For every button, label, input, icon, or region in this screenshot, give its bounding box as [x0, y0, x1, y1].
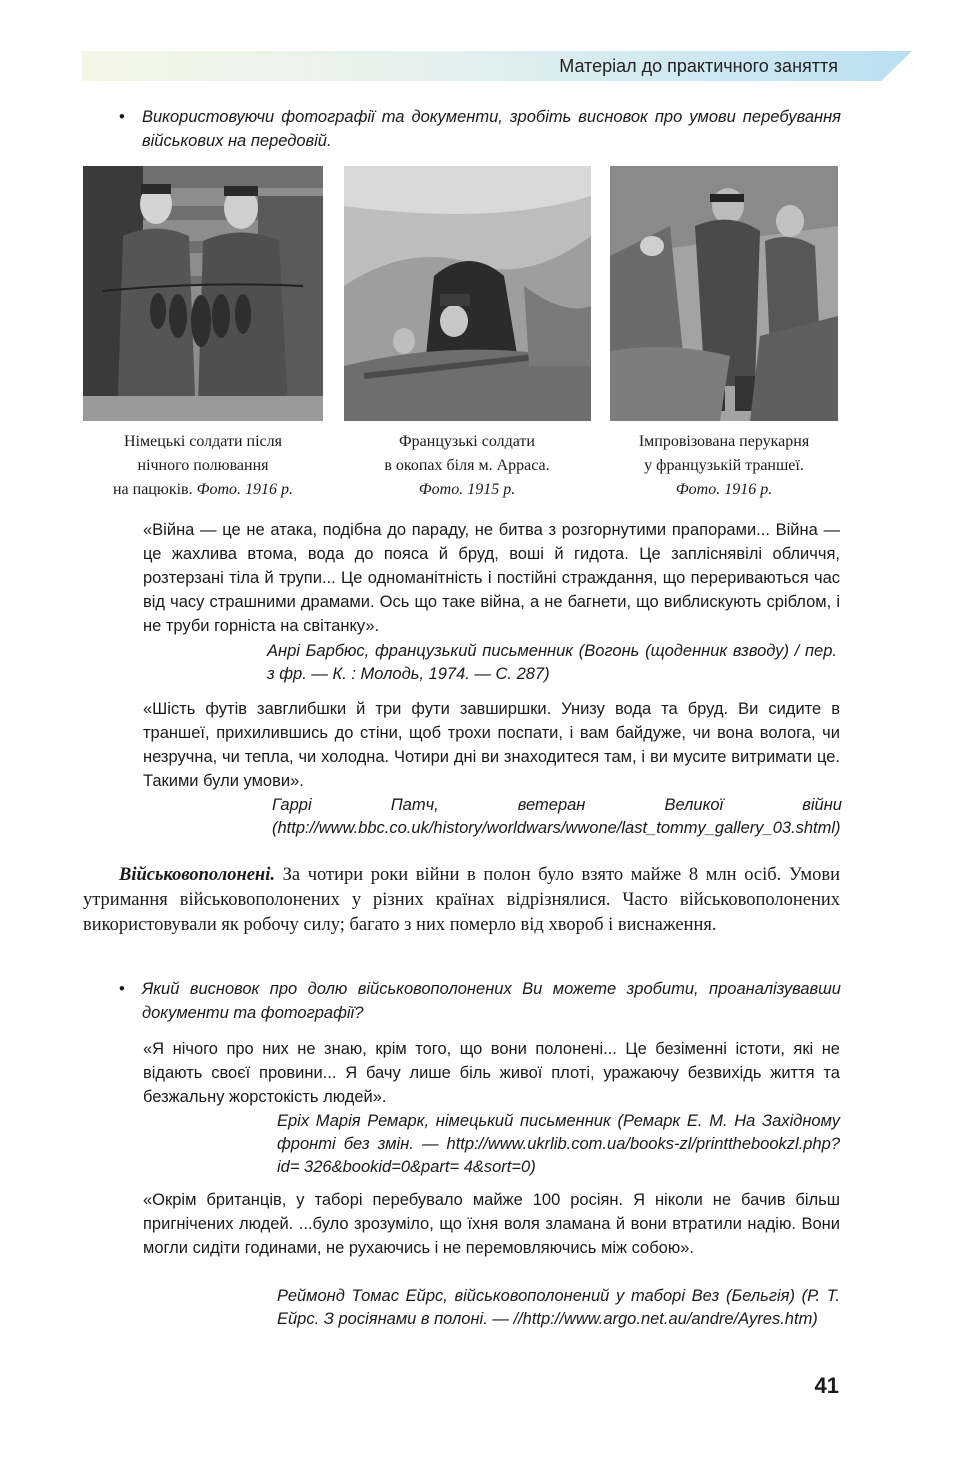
pow-term: Військовополонені.: [119, 865, 275, 885]
source-remarque: Еріх Марія Ремарк, німецький письменник (Ремарк Е. М. На Західному фронті без змін. — http://www.ukrlib.com.ua/books-zl/printthebookzl.php?id= 326&bookid=0&part= 4&sort=0): [277, 1112, 840, 1176]
caption-2-line-3: [337, 478, 597, 502]
source-ayres: Реймонд Томас Ейрс, військовополонений у таборі Вез (Бельгія) (Р. Т. Ейрс. З росіянами в полоні. — //http://www.argo.net.au/andre/Ayres.htm): [277, 1287, 840, 1328]
photo-trench-barbershop: [610, 166, 838, 421]
photo-french-soldiers-trench: [344, 166, 591, 421]
caption-3-line-3: [594, 478, 854, 502]
task-text-2: Який висновок про долю військовополонених Ви можете зробити, проаналізувавши документи та фотографії?: [142, 980, 841, 1022]
task-text-1: Використовуючи фотографії та документи, зробіть висновок про умови перебування військових на передовій.: [142, 108, 841, 150]
caption-3-line-1: Імпровізована перукарня: [638, 433, 810, 450]
quote-patch: «Шість футів завглибшки й три фути завширшки. Унизу вода та бруд. Ви сидите в траншеї, прихилившись до стіни, щоб трохи поспати, і вам байдуже, чи вона волога, чи незручна, чи тепла, чи холодна. Чотири дні ви знаходитеся там, і ви мусите витримати це. Такими були умови».: [143, 700, 840, 790]
caption-1-date: Фото. 1916 р.: [196, 481, 294, 498]
quote-barbusse: «Війна — це не атака, подібна до параду, не битва з розгорнутими прапорами... Війна — це жахлива втома, вода до пояса й бруд, воші й гидота. Це запліснявілі обличчя, розтерзані тіла й трупи... Це одноманітність і постійні страждання, що перериваються час від часу страшними драмами. Ось що таке війна, а не багнети, що виблискують сріблом, і не труби горніста на світанку».: [143, 521, 840, 635]
photo-german-soldiers: [83, 166, 323, 421]
caption-1-line-3-text: на пацюків.: [112, 481, 197, 498]
caption-1-line-3: [73, 478, 333, 502]
caption-1-line-2: нічного полювання: [137, 457, 269, 474]
task-bullet-2: [119, 977, 841, 1025]
caption-photo-3: [594, 430, 854, 502]
caption-2-date: Фото. 1915 р.: [418, 481, 516, 498]
task-bullet-1: [119, 105, 841, 153]
pow-text: За чотири роки війни в полон було взято майже 8 млн осіб. Умови утримання військовополонених у різних країнах відрізнялися. Часто військовополонених використовували як робочу силу; багато з них померло від хвороб і виснаження.: [83, 865, 840, 935]
caption-3-date: Фото. 1916 р.: [675, 481, 773, 498]
source-patch: Гаррі Патч, ветеран Великої війни (http://www.bbc.co.uk/history/worldwars/wwone/last_tommy_gallery_03.shtml): [272, 796, 842, 837]
pow-paragraph: [83, 863, 840, 938]
caption-3-line-2: у французькій траншеї.: [644, 457, 804, 474]
caption-2-line-1: Французькі солдати: [399, 433, 535, 450]
header-title: Матеріал до практичного заняття: [559, 56, 838, 76]
caption-photo-2: [337, 430, 597, 502]
source-barbusse: Анрі Барбюс, французький письменник (Вогонь (щоденник взводу) / пер. з фр. — К. : Молодь, 1974. — С. 287): [267, 642, 837, 683]
caption-1-line-1: Німецькі солдати після: [123, 433, 282, 450]
bullet-marker: •: [119, 108, 125, 126]
quote-remarque: «Я нічого про них не знаю, крім того, що вони полонені... Це безіменні істоти, які не відають своєї провини... Я бачу лише біль живої плоті, уражаючу безвихідь життя та безжальну жорстокість людей».: [143, 1040, 840, 1106]
page-number: 41: [814, 1373, 839, 1398]
caption-photo-1: [73, 430, 333, 502]
quote-ayres: «Окрім британців, у таборі перебувало майже 100 росіян. Я ніколи не бачив більш пригнічених людей. ...було зрозуміло, що їхня воля зламана й вони втратили надію. Вони могли сидіти годинами, не рухаючись і не перемовляючись між собою».: [143, 1191, 840, 1257]
bullet-marker: •: [119, 980, 125, 998]
caption-2-line-2: в окопах біля м. Арраса.: [384, 457, 550, 474]
